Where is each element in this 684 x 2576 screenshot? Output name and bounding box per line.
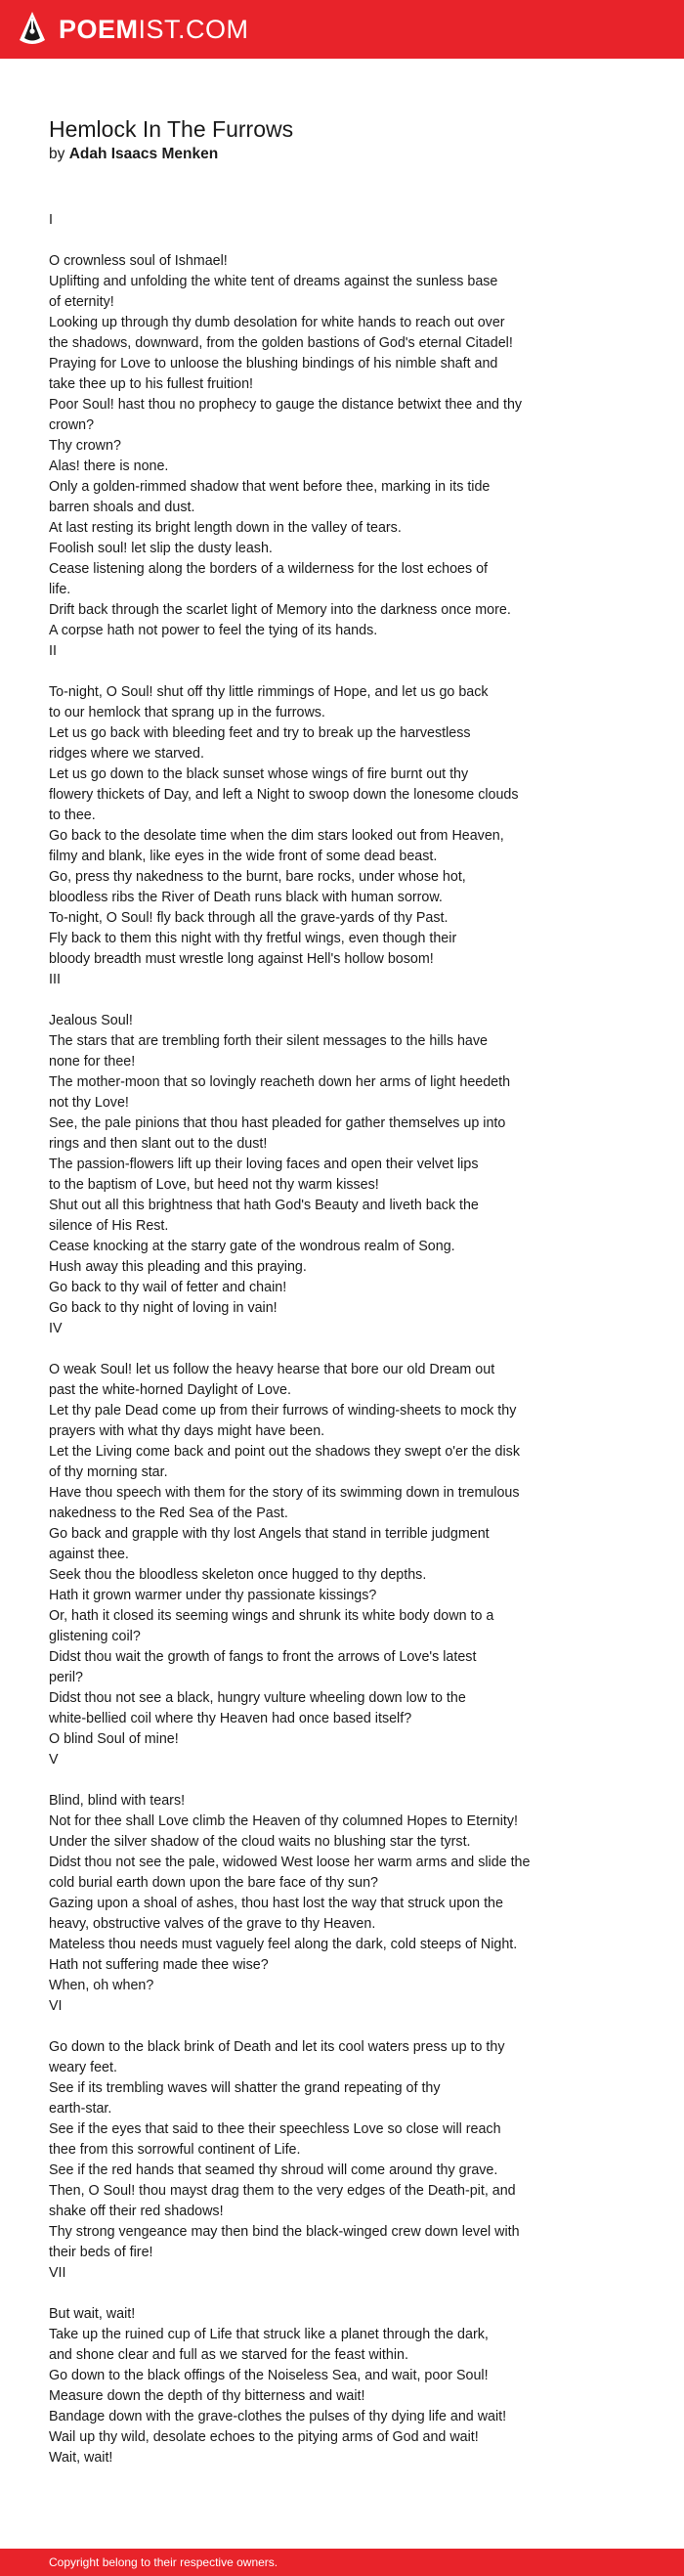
poem-line: To-night, O Soul! shut off thy little rimmings of Hope, and let us go back: [49, 684, 489, 700]
poem-line: Shut out all this brightness that hath God's Beauty and liveth back the: [49, 1198, 479, 1213]
poem-line: O crownless soul of Ishmael!: [49, 253, 228, 269]
copyright-text: Copyright belong to their respective owners.: [49, 2555, 278, 2569]
logo-light-text: IST.COM: [138, 14, 249, 44]
footer-bar: [0, 2549, 684, 2576]
poem-line: Hush away this pleading and this praying.: [49, 1259, 307, 1275]
poem-line: of thy morning star.: [49, 1464, 168, 1480]
poem-line: and shone clear and full as we starved for the feast within.: [49, 2347, 408, 2363]
poem-line: against thee.: [49, 1547, 129, 1562]
poem-title: Hemlock In The Furrows: [49, 116, 294, 142]
poem-line: past the white-horned Daylight of Love.: [49, 1382, 291, 1398]
poem-line: The stars that are trembling forth their silent messages to the hills have: [49, 1033, 488, 1049]
poem-line: Go back to thy night of loving in vain!: [49, 1300, 278, 1316]
poem-line: Cease knocking at the starry gate of the wondrous realm of Song.: [49, 1239, 455, 1254]
poem-line: of eternity!: [49, 294, 114, 310]
poem-line: bloodless ribs the River of Death runs black with human sorrow.: [49, 890, 443, 905]
poem-line: Not for thee shall Love climb the Heaven of thy columned Hopes to Eternity!: [49, 1813, 518, 1829]
poem-line: Didst thou not see a black, hungry vulture wheeling down low to the: [49, 1690, 466, 1706]
poem-line: O weak Soul! let us follow the heavy hearse that bore our old Dream out: [49, 1362, 495, 1377]
poem-line: crown?: [49, 417, 95, 433]
poem-line: to our hemlock that sprang up in the furrows.: [49, 705, 325, 720]
poem-byline: [49, 145, 596, 164]
poem-line: Go, press thy nakedness to the burnt, bare rocks, under whose hot,: [49, 869, 466, 885]
poem-content: [49, 114, 596, 2468]
poem-line: ridges where we starved.: [49, 746, 204, 762]
poem-line: Looking up through thy dumb desolation for white hands to reach out over: [49, 315, 505, 330]
poem-line: Thy crown?: [49, 438, 121, 454]
poem-line: weary feet.: [49, 2060, 117, 2075]
poem-line: Uplifting and unfolding the white tent of dreams against the sunless base: [49, 274, 498, 289]
poem-line: Wail up thy wild, desolate echoes to the pitying arms of God and wait!: [49, 2429, 479, 2445]
poem-line: Jealous Soul!: [49, 1013, 133, 1028]
poem-line: Praying for Love to unloose the blushing bindings of his nimble shaft and: [49, 356, 498, 371]
poem-line: rings and then slant out to the dust!: [49, 1136, 268, 1152]
poem-line: Go down to the black brink of Death and let its cool waters press up to thy: [49, 2039, 505, 2055]
poem-line: Didst thou not see the pale, widowed West loose her warm arms and slide the: [49, 1855, 531, 1870]
poem-line: Go down to the black offings of the Noiseless Sea, and wait, poor Soul!: [49, 2368, 489, 2383]
poem-line: But wait, wait!: [49, 2306, 136, 2322]
poem-line: Thy strong vengeance may then bind the black-winged crew down level with: [49, 2224, 520, 2240]
poem-line: Or, hath it closed its seeming wings and shrunk its white body down to a: [49, 1608, 494, 1624]
poem-line: See, the pale pinions that thou hast pleaded for gather themselves up into: [49, 1115, 506, 1131]
poem-line: prayers with what thy days might have been.: [49, 1423, 325, 1439]
poem-line: to thee.: [49, 808, 96, 823]
poem-line: Measure down the depth of thy bitterness and wait!: [49, 2388, 365, 2404]
poem-line: A corpse hath not power to feel the tying of its hands.: [49, 623, 378, 638]
top-bar: [0, 0, 684, 59]
poem-line: barren shoals and dust.: [49, 500, 195, 515]
poem-line: See if the eyes that said to thee their speechless Love so close will reach: [49, 2121, 501, 2137]
logo-wordmark: [59, 14, 249, 44]
poem-line: Then, O Soul! thou mayst drag them to the very edges of the Death-pit, and: [49, 2183, 516, 2199]
poem-line: Alas! there is none.: [49, 458, 169, 474]
poem-line: The passion-flowers lift up their loving faces and open their velvet lips: [49, 1157, 479, 1172]
blank-line: [49, 231, 596, 251]
poem-line: none for thee!: [49, 1054, 136, 1070]
poem-line: Have thou speech with them for the story of its swimming down in tremulous: [49, 1485, 520, 1501]
poem-line: VI: [49, 1998, 63, 2014]
poem-line: thee from this sorrowful continent of Life.: [49, 2142, 301, 2158]
poem-line: Foolish soul! let slip the dusty leash.: [49, 541, 273, 556]
poem-line: Go back to thy wail of fetter and chain!: [49, 1280, 287, 1295]
poem-line: Cease listening along the borders of a wilderness for the lost echoes of: [49, 561, 489, 577]
poem-line: Fly back to them this night with thy fretful wings, even though their: [49, 931, 457, 946]
blank-line: [49, 990, 596, 1011]
poem-line: Bandage down with the grave-clothes the pulses of thy dying life and wait!: [49, 2409, 507, 2424]
poem-line: life.: [49, 582, 71, 597]
poem-line: glistening coil?: [49, 1629, 141, 1644]
poem-line: the shadows, downward, from the golden bastions of God's eternal Citadel!: [49, 335, 513, 351]
poem-line: silence of His Rest.: [49, 1218, 169, 1234]
poem-line: white-bellied coil where thy Heaven had once based itself?: [49, 1711, 412, 1726]
poem-line: II: [49, 643, 57, 659]
poem-line: III: [49, 972, 61, 987]
poem-line: filmy and blank, like eyes in the wide front of some dead beast.: [49, 849, 438, 864]
poem-line: not thy Love!: [49, 1095, 129, 1111]
poem-line: to the baptism of Love, but heed not thy warm kisses!: [49, 1177, 379, 1193]
poem-line: peril?: [49, 1670, 83, 1685]
poem-line: VII: [49, 2265, 66, 2281]
poem-line: Go back and grapple with thy lost Angels that stand in terrible judgment: [49, 1526, 490, 1542]
poem-line: their beds of fire!: [49, 2245, 153, 2260]
poem-line: Let us go back with bleeding feet and try to break up the harvestless: [49, 725, 471, 741]
poem-line: Gazing upon a shoal of ashes, thou hast lost the way that struck upon the: [49, 1896, 503, 1911]
blank-line: [49, 662, 596, 682]
poem-line: take thee up to his fullest fruition!: [49, 376, 254, 392]
site-logo[interactable]: [18, 11, 249, 48]
blank-line: [49, 1770, 596, 1791]
poem-line: Mateless thou needs must vaguely feel along the dark, cold steeps of Night.: [49, 1937, 518, 1952]
blank-line: [49, 2017, 596, 2037]
poem-line: See if the red hands that seamed thy shroud will come around thy grave.: [49, 2162, 498, 2178]
poem-line: Poor Soul! hast thou no prophecy to gauge the distance betwixt thee and thy: [49, 397, 523, 413]
poem-line: cold burial earth down upon the bare face of thy sun?: [49, 1875, 378, 1891]
poem-line: To-night, O Soul! fly back through all the grave-yards of thy Past.: [49, 910, 449, 926]
poem-line: Let the Living come back and point out the shadows they swept o'er the disk: [49, 1444, 520, 1460]
blank-line: [49, 2284, 596, 2304]
poem-line: Go back to the desolate time when the dim stars looked out from Heaven,: [49, 828, 504, 844]
poem-line: See if its trembling waves will shatter the grand repeating of thy: [49, 2080, 441, 2096]
poem-line: Take up the ruined cup of Life that struck like a planet through the dark,: [49, 2327, 489, 2342]
poem-line: Wait, wait!: [49, 2450, 113, 2466]
poem-body: [49, 210, 596, 2468]
poem-line: earth-star.: [49, 2101, 112, 2117]
poem-line: shake off their red shadows!: [49, 2204, 224, 2219]
poem-line: IV: [49, 1321, 63, 1336]
poem-line: bloody breadth must wrestle long against Hell's hollow bosom!: [49, 951, 434, 967]
poem-line: nakedness to the Red Sea of the Past.: [49, 1506, 288, 1521]
poem-line: flowery thickets of Day, and left a Night to swoop down the lonesome clouds: [49, 787, 519, 803]
poem-line: Seek thou the bloodless skeleton once hugged to thy depths.: [49, 1567, 427, 1583]
poem-line: heavy, obstructive valves of the grave to thy Heaven.: [49, 1916, 376, 1932]
poem-line: O blind Soul of mine!: [49, 1731, 179, 1747]
blank-line: [49, 1339, 596, 1360]
poem-line: Drift back through the scarlet light of Memory into the darkness once more.: [49, 602, 511, 618]
byline-prefix: by: [49, 146, 65, 162]
author-name[interactable]: Adah Isaacs Menken: [68, 146, 219, 162]
logo-bold-text: POEM: [59, 14, 139, 44]
poem-line: Let us go down to the black sunset whose wings of fire burnt out thy: [49, 766, 469, 782]
poem-line: Hath not suffering made thee wise?: [49, 1957, 269, 1973]
poem-line: Under the silver shadow of the cloud waits no blushing star the tyrst.: [49, 1834, 471, 1850]
poem-line: I: [49, 212, 53, 228]
poem-line: At last resting its bright length down in the valley of tears.: [49, 520, 402, 536]
poem-line: Hath it grown warmer under thy passionate kissings?: [49, 1588, 377, 1603]
poem-line: V: [49, 1752, 59, 1768]
poem-line: Only a golden-rimmed shadow that went before thee, marking in its tide: [49, 479, 491, 495]
poem-line: Didst thou wait the growth of fangs to front the arrows of Love's latest: [49, 1649, 477, 1665]
poem-line: When, oh when?: [49, 1978, 154, 1993]
poem-line: Let thy pale Dead come up from their furrows of winding-sheets to mock thy: [49, 1403, 517, 1419]
pen-nib-icon: [18, 11, 47, 48]
poem-line: Blind, blind with tears!: [49, 1793, 186, 1809]
poem-line: The mother-moon that so lovingly reacheth down her arms of light heedeth: [49, 1074, 511, 1090]
